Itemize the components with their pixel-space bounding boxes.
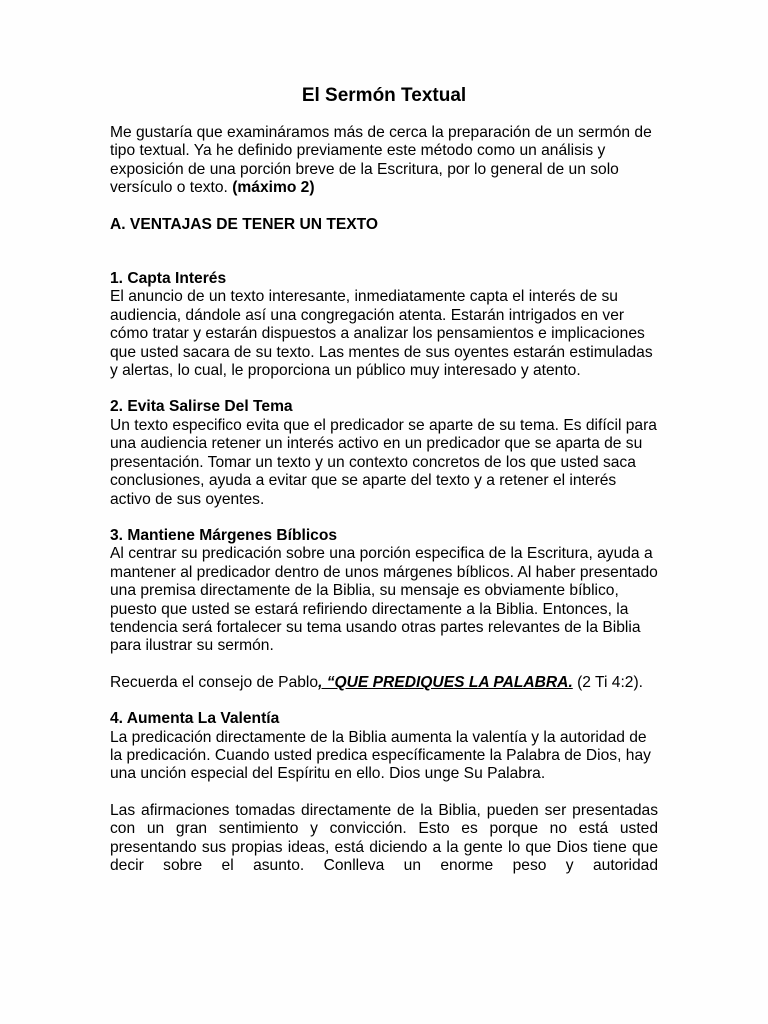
document-title: El Sermón Textual <box>301 85 467 106</box>
point-2-body: Un texto especifico evita que el predicador se aparte de su tema. Es difícil para una audiencia retener un interés activo en un predicador que se aparta de su presentación. Tomar un texto y un contexto concretos de los que usted saca conclusiones, ayuda a evitar que se aparte del texto y a retener el interés activo de sus oyentes. <box>110 416 657 508</box>
intro-text: Me gustaría que examináramos más de cerca la preparación de un sermón de tipo textual. Ya he definido previamente este método como un análisis y exposición de una porción breve de la Escritura, por lo general de un solo versículo o texto. <box>110 124 652 197</box>
point-1-heading: 1. Capta Interés <box>110 270 227 288</box>
section-a-heading: A. VENTAJAS DE TENER UN TEXTO <box>110 215 379 233</box>
point-1 <box>110 270 658 380</box>
point-4 <box>110 710 658 784</box>
point-3-body: Al centrar su predicación sobre una porción especifica de la Escritura, ayuda a mantener al predicador dentro de unos márgenes bíblicos. Al haber presentado una premisa directamente de la Biblia, su mensaje es obviamente bíblico, puesto que usted se estará refiriendo directamente a la Biblia. Entonces, la tendencia será fortalecer su tema usando otras partes relevantes de la Biblia para ilustrar su sermón. <box>110 545 658 655</box>
pablo-quote: , “QUE PREDIQUES LA PALABRA. <box>318 673 573 691</box>
intro-emphasis: (máximo 2) <box>232 179 315 197</box>
point-4-heading: 4. Aumenta La Valentía <box>110 710 280 728</box>
document-body <box>110 84 658 893</box>
pablo-note <box>110 674 658 692</box>
point-2 <box>110 398 658 508</box>
intro-paragraph <box>110 124 658 198</box>
point-2-heading: 2. Evita Salirse Del Tema <box>110 398 293 416</box>
point-1-body: El anuncio de un texto interesante, inmediatamente capta el interés de su audiencia, dándole así una congregación atenta. Estarán intrigados en ver cómo tratar y estarán dispuestos a analizar los pensamientos e implicaciones que usted sacara de su texto. Las mentes de sus oyentes estarán estimuladas y alertas, lo cual, le proporciona un público muy interesado y atento. <box>110 288 653 380</box>
point-3 <box>110 527 658 656</box>
pablo-note-after: (2 Ti 4:2). <box>572 673 643 691</box>
point-3-heading: 3. Mantiene Márgenes Bíblicos <box>110 526 338 544</box>
point-4-body: La predicación directamente de la Biblia aumenta la valentía y la autoridad de la predicación. Cuando usted predica específicamente la Palabra de Dios, hay una unción especial del Espíritu en ello. Dios unge Su Palabra. <box>110 728 651 783</box>
pablo-note-before: Recuerda el consejo de Pablo <box>110 673 319 691</box>
final-paragraph: Las afirmaciones tomadas directamente de la Biblia, pueden ser presentadas con un gran sentimiento y convicción. Esto es porque no está usted presentando sus propias ideas, está diciendo a la gente lo que Dios tiene que decir sobre el asunto. Conlleva un enorme peso y autoridad <box>110 801 658 874</box>
